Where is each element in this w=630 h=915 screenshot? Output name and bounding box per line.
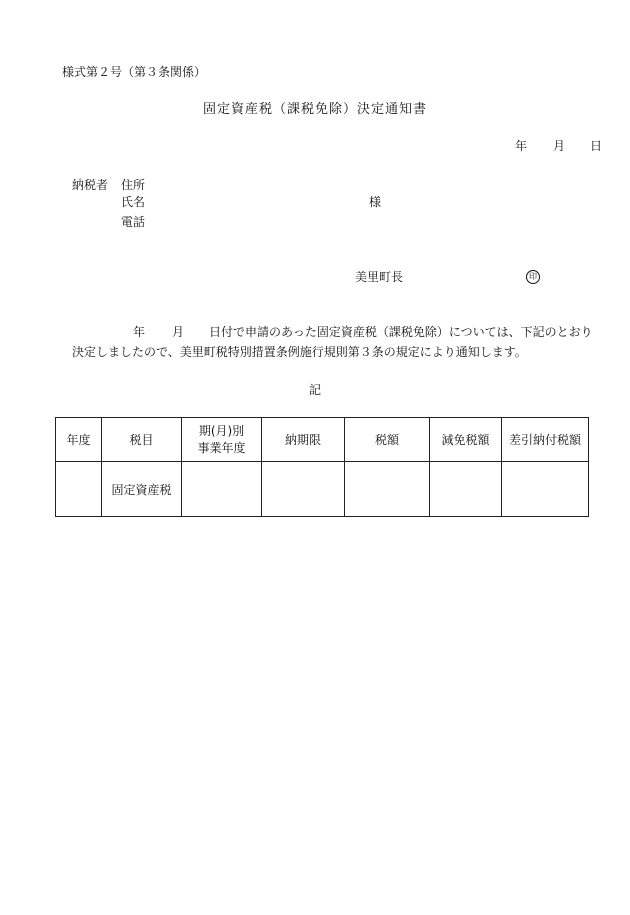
mayor-label: 美里町長 [355, 270, 404, 284]
cell-fiscal-year [56, 462, 102, 517]
form-number: 様式第２号（第３条関係） [62, 65, 207, 79]
cell-tax-item: 固定資産税 [102, 462, 182, 517]
table-header-row [56, 418, 589, 462]
details-table [55, 417, 589, 517]
cell-exempt-amount [430, 462, 502, 517]
name-label: 氏名 [121, 195, 146, 209]
header-tax-amount: 税額 [345, 418, 430, 462]
address-label: 住所 [121, 178, 146, 192]
header-net-amount: 差引納付税額 [502, 418, 589, 462]
cell-net-amount [502, 462, 589, 517]
body-text-line1: 日付で申請のあった固定資産税（課税免除）については、下記のとおり [209, 325, 593, 339]
header-exempt-amount: 減免税額 [430, 418, 502, 462]
cell-period [182, 462, 262, 517]
table-row [56, 462, 589, 517]
date-month: 月 [553, 139, 566, 153]
date-year: 年 [515, 139, 528, 153]
document-title: 固定資産税（課税免除）決定通知書 [202, 102, 427, 117]
body-month: 月 [172, 325, 185, 339]
seal-icon: 印 [526, 270, 540, 284]
header-period-line1: 期(月)別 [198, 423, 245, 438]
phone-label: 電話 [121, 215, 146, 229]
taxpayer-label: 納税者 [72, 178, 109, 192]
cell-due-date [262, 462, 345, 517]
header-tax-item: 税目 [102, 418, 182, 462]
header-fiscal-year: 年度 [56, 418, 102, 462]
header-due-date: 納期限 [262, 418, 345, 462]
header-period [182, 418, 262, 462]
ki-label: 記 [308, 383, 321, 397]
body-year: 年 [133, 325, 146, 339]
header-period-line2: 事業年度 [197, 440, 246, 455]
body-text-line2: 決定しましたので、美里町税特別措置条例施行規則第３条の規定により通知します。 [72, 345, 527, 359]
cell-tax-amount [345, 462, 430, 517]
date-day: 日 [590, 139, 603, 153]
honorific-sama: 様 [369, 195, 382, 209]
